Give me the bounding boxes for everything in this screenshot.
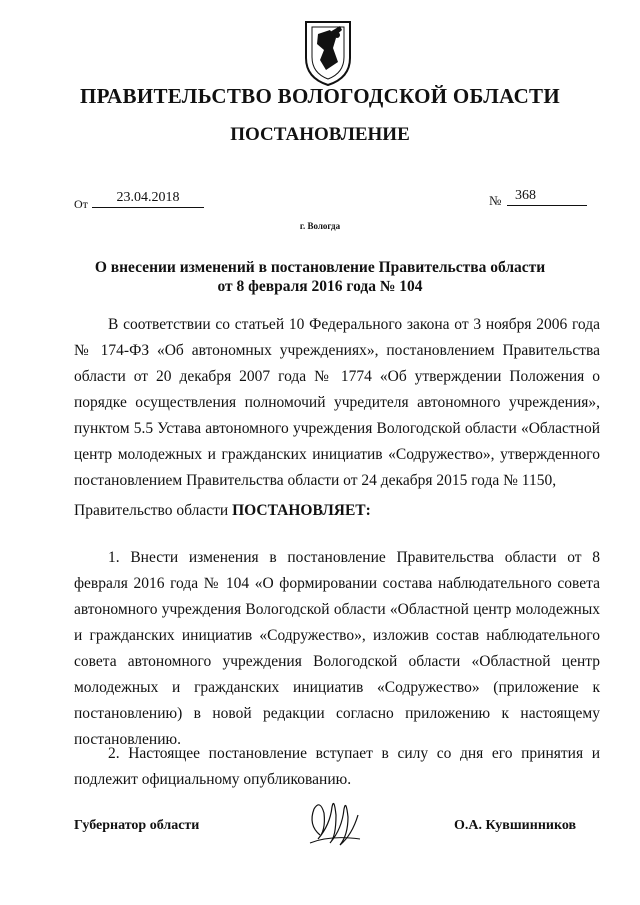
title-line-2: от 8 февраля 2016 года № 104	[217, 278, 423, 295]
signatory-name: О.А. Кувшинников	[454, 818, 577, 833]
document-title	[0, 258, 640, 296]
document-date: 23.04.2018	[92, 190, 204, 208]
item-1-paragraph: 1. Внести изменения в постановление Правительства области от 8 февраля 2016 года № 104 «О формировании состава наблюдательного совета автономного учреждения Вологодской области «Областной центр молодежных и гражданских инициатив «Содружество», изложив состав наблюдательного совета автономного учреждения Вологодской области «Областной центр молодежных и гражданских инициатив «Содружество» (приложение к постановлению) в новой редакции согласно приложению к настоящему постановлению.	[74, 549, 600, 748]
date-label: От	[74, 197, 88, 211]
signatory-position: Губернатор области	[74, 818, 200, 833]
title-line-1: О внесении изменений в постановление Правительства области	[94, 259, 546, 276]
preamble-paragraph: В соответствии со статьей 10 Федерального закона от 3 ноября 2006 года № 174-ФЗ «Об автономных учреждениях», постановлением Правительства области от 20 декабря 2007 года № 1774 «Об утверждении Положения о порядке осуществления полномочий учредителя автономного учреждения», пунктом 5.5 Устава автономного учреждения Вологодской области «Областной центр молодежных и гражданских инициатив «Содружество», утвержденного постановлением Правительства области от 24 декабря 2015 года № 1150,	[74, 316, 600, 489]
handwritten-signature-icon	[300, 795, 370, 855]
city-name: г. Вологда	[299, 221, 341, 231]
enactment-line	[74, 498, 600, 524]
coat-of-arms-emblem-icon	[300, 18, 356, 88]
document-type: ПОСТАНОВЛЕНИЕ	[230, 124, 410, 145]
document-number: 368	[507, 188, 587, 206]
organization-name: ПРАВИТЕЛЬСТВО ВОЛОГОДСКОЙ ОБЛАСТИ	[79, 84, 560, 108]
number-label: №	[489, 193, 502, 208]
enactment-prefix: Правительство области	[74, 502, 229, 519]
enactment-word: ПОСТАНОВЛЯЕТ:	[232, 502, 371, 519]
item-2-paragraph: 2. Настоящее постановление вступает в силу со дня его принятия и подлежит официальному опубликованию.	[74, 745, 600, 788]
